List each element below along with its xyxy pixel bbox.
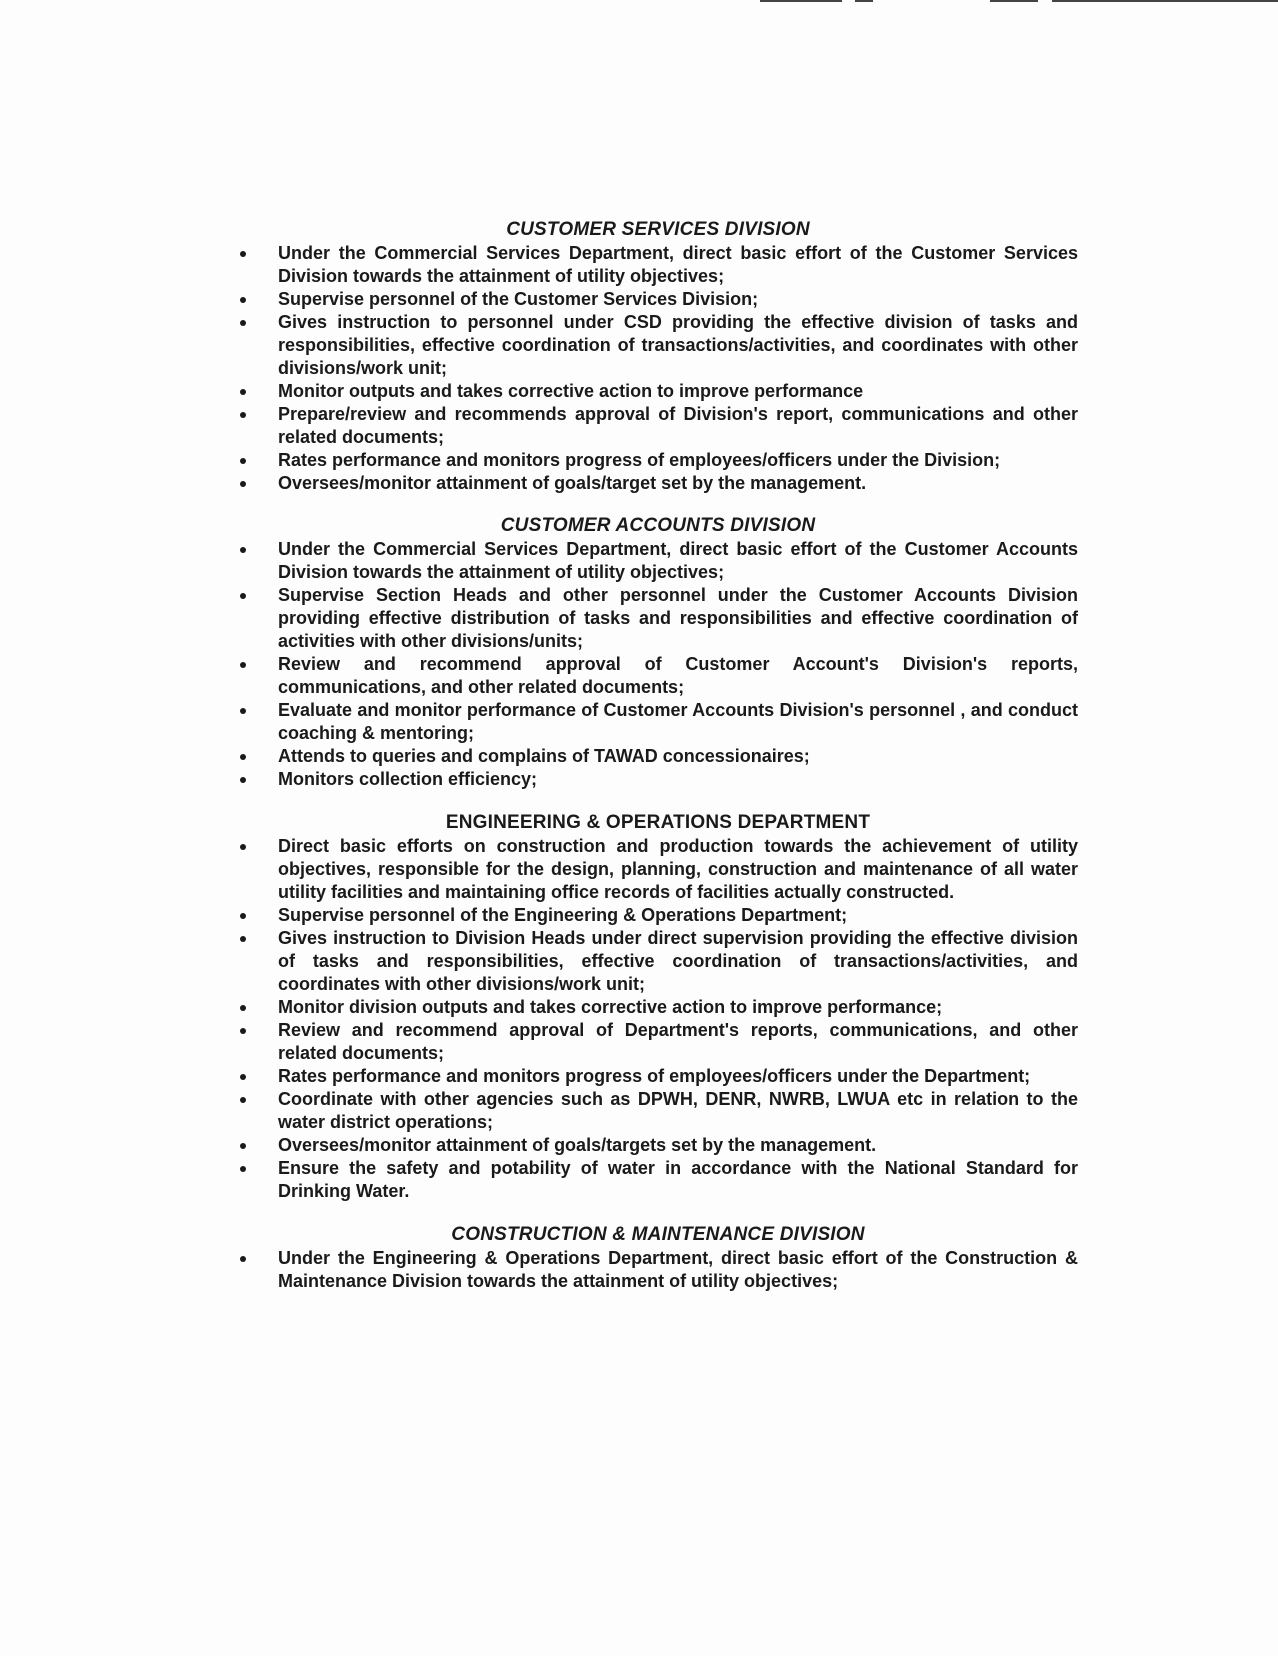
list-item: Under the Engineering & Operations Department, direct basic effort of the Construction & Maintenance Division towards the attainment of utility objectives;	[238, 1247, 1078, 1293]
list-item: Supervise Section Heads and other personnel under the Customer Accounts Division providing effective distribution of tasks and responsibilities and effective coordination of activities with other divisions/units;	[238, 584, 1078, 653]
list-item: Review and recommend approval of Department's reports, communications, and other related documents;	[238, 1019, 1078, 1065]
list-item: Prepare/review and recommends approval of Division's report, communications and other related documents;	[238, 403, 1078, 449]
list-item: Under the Commercial Services Department, direct basic effort of the Customer Services Division towards the attainment of utility objectives;	[238, 242, 1078, 288]
bullet-list-engineering-operations	[238, 835, 1078, 1203]
list-item: Gives instruction to Division Heads under direct supervision providing the effective division of tasks and responsibilities, effective coordination of transactions/activities, and coordinates with other divisions/work unit;	[238, 927, 1078, 996]
bullet-icon	[240, 412, 246, 418]
bullet-icon	[240, 297, 246, 303]
list-item: Rates performance and monitors progress of employees/officers under the Division;	[238, 449, 1078, 472]
bullet-list-customer-services	[238, 242, 1078, 495]
bullet-icon	[240, 1166, 246, 1172]
list-item: Under the Commercial Services Department, direct basic effort of the Customer Accounts Division towards the attainment of utility objectives;	[238, 538, 1078, 584]
scan-edge-line	[990, 0, 1038, 2]
section-heading-customer-services: CUSTOMER SERVICES DIVISION	[506, 219, 810, 240]
bullet-icon	[240, 662, 246, 668]
list-item: Direct basic efforts on construction and production towards the achievement of utility objectives, responsible for the design, planning, construction and maintenance of all water utility facilities and maintaining office records of facilities actually constructed.	[238, 835, 1078, 904]
document-body	[238, 218, 1078, 1293]
list-item: Supervise personnel of the Engineering & Operations Department;	[238, 904, 1078, 927]
bullet-icon	[240, 1097, 246, 1103]
list-item: Gives instruction to personnel under CSD providing the effective division of tasks and responsibilities, effective coordination of transactions/activities, and coordinates with other divisions/work unit;	[238, 311, 1078, 380]
section-heading-customer-accounts: CUSTOMER ACCOUNTS DIVISION	[500, 515, 816, 536]
bullet-icon	[240, 1028, 246, 1034]
bullet-icon	[240, 708, 246, 714]
section-heading-engineering-operations: ENGINEERING & OPERATIONS DEPARTMENT	[445, 812, 871, 833]
list-item: Ensure the safety and potability of water in accordance with the National Standard for Drinking Water.	[238, 1157, 1078, 1203]
list-item: Supervise personnel of the Customer Services Division;	[238, 288, 1078, 311]
bullet-icon	[240, 844, 246, 850]
section-heading-construction-maintenance: CONSTRUCTION & MAINTENANCE DIVISION	[451, 1224, 865, 1245]
bullet-icon	[240, 1005, 246, 1011]
list-item: Review and recommend approval of Customer Account's Division's reports, communications, and other related documents;	[238, 653, 1078, 699]
bullet-icon	[240, 481, 246, 487]
bullet-list-construction-maintenance	[238, 1247, 1078, 1293]
bullet-icon	[240, 913, 246, 919]
bullet-icon	[240, 1256, 246, 1262]
list-item: Monitor outputs and takes corrective action to improve performance	[238, 380, 1078, 403]
bullet-icon	[240, 1143, 246, 1149]
bullet-icon	[240, 593, 246, 599]
bullet-icon	[240, 547, 246, 553]
bullet-icon	[240, 936, 246, 942]
bullet-icon	[240, 320, 246, 326]
list-item: Oversees/monitor attainment of goals/targets set by the management.	[238, 1134, 1078, 1157]
bullet-icon	[240, 777, 246, 783]
bullet-icon	[240, 458, 246, 464]
bullet-icon	[240, 389, 246, 395]
list-item: Evaluate and monitor performance of Customer Accounts Division's personnel , and conduct coaching & mentoring;	[238, 699, 1078, 745]
list-item: Oversees/monitor attainment of goals/target set by the management.	[238, 472, 1078, 495]
scan-edge-line	[855, 0, 873, 2]
bullet-list-customer-accounts	[238, 538, 1078, 791]
bullet-icon	[240, 251, 246, 257]
scan-edge-line	[760, 0, 842, 2]
list-item: Rates performance and monitors progress of employees/officers under the Department;	[238, 1065, 1078, 1088]
scan-edge-line	[1052, 0, 1278, 2]
bullet-icon	[240, 1074, 246, 1080]
list-item: Attends to queries and complains of TAWAD concessionaires;	[238, 745, 1078, 768]
bullet-icon	[240, 754, 246, 760]
list-item: Monitors collection efficiency;	[238, 768, 1078, 791]
list-item: Monitor division outputs and takes corrective action to improve performance;	[238, 996, 1078, 1019]
list-item: Coordinate with other agencies such as DPWH, DENR, NWRB, LWUA etc in relation to the water district operations;	[238, 1088, 1078, 1134]
